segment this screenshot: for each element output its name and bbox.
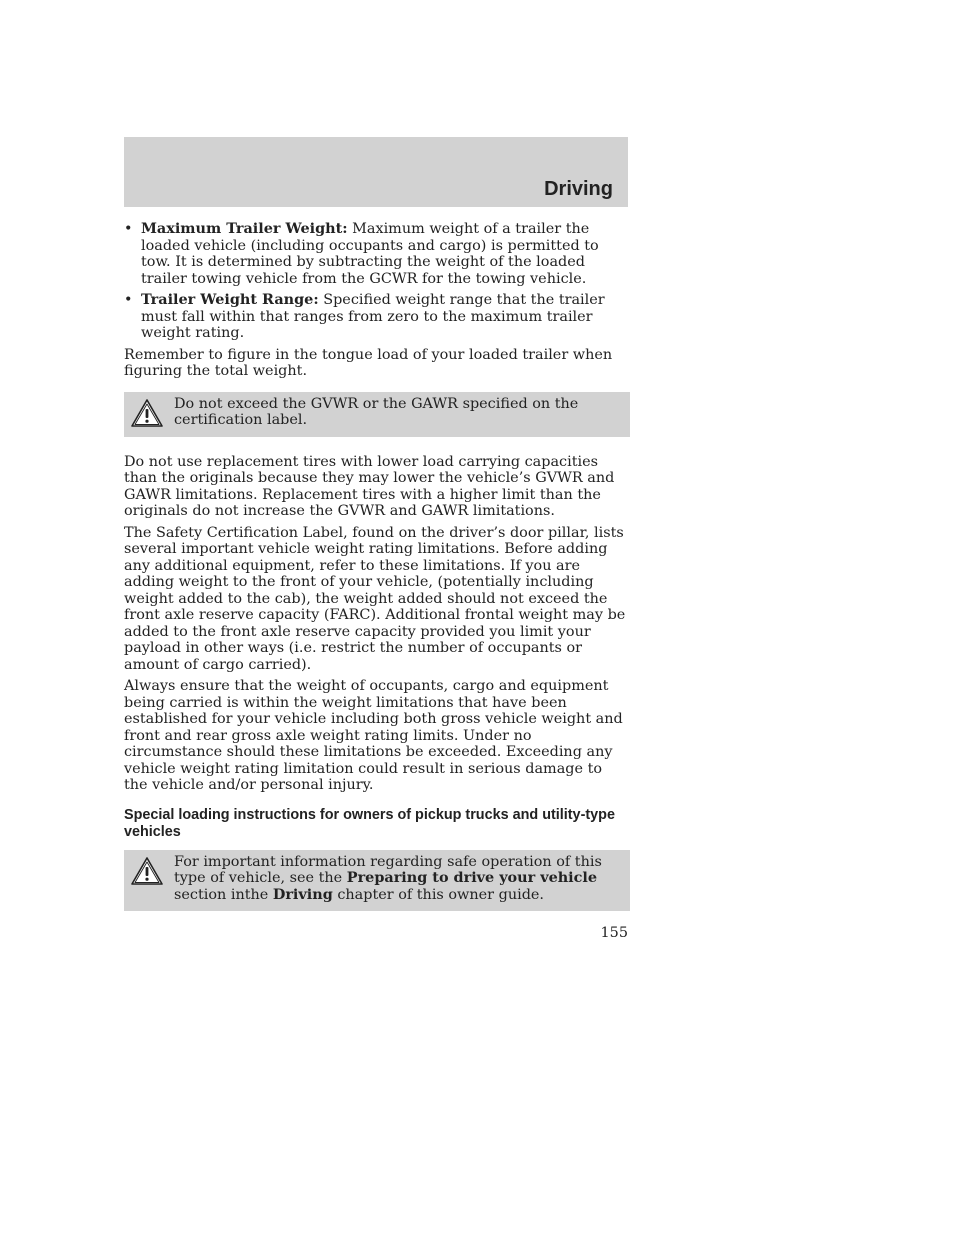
page-body xyxy=(124,221,630,911)
warning-text-part: chapter of this owner guide. xyxy=(332,886,544,903)
warning-text xyxy=(130,854,622,904)
list-item xyxy=(124,292,630,342)
definition: Specified weight range that the trailer must fall within that ranges from zero to the maximum trailer weight rating. xyxy=(141,292,605,341)
paragraph: Always ensure that the weight of occupants, cargo and equipment being carried is within the weight limitations that have been established for your vehicle including both gross vehicle weight and front and rear gross axle weight rating limits. Under no circumstance should these limitations be exceeded. Exceeding any vehicle weight rating limitation could result in serious damage to the vehicle and/or personal injury. xyxy=(124,678,623,793)
warning-text: Do not exceed the GVWR or the GAWR specified on the certification label. xyxy=(174,395,579,428)
paragraph: The Safety Certification Label, found on the driver’s door pillar, lists several important vehicle weight rating limitations. Before adding any additional equipment, refer to these limitations. If you are adding weight to the front of your vehicle, (potentially including weight added to the cab), the weight added should not exceed the front axle reserve capacity (FARC). Additional frontal weight may be added to the front axle reserve capacity provided you limit your payload in other ways (i.e. restrict the number of occupants or amount of cargo carried). xyxy=(124,524,626,673)
warning-box xyxy=(124,850,630,912)
definition: Maximum weight of a trailer the loaded vehicle (including occupants and cargo) is permitted to tow. It is determined by subtracting the weight of the loaded trailer towing vehicle from the GCWR for the towing vehicle. xyxy=(141,221,599,287)
warning-triangle-icon xyxy=(130,856,166,890)
warning-text-part: section inthe xyxy=(174,886,273,903)
paragraph: Do not use replacement tires with lower load carrying capacities than the originals because they may lower the vehicle’s GVWR and GAWR limitations. Replacement tires with a higher limit than the originals do not increase the GVWR and GAWR limitations. xyxy=(124,453,615,519)
section-header xyxy=(124,137,628,207)
bullet-icon: • xyxy=(124,292,133,308)
cross-reference: Preparing to drive your vehicle xyxy=(346,869,598,886)
warning-text-part: For important information regarding safe operation of this type of vehicle, see the xyxy=(174,853,602,886)
page-number: 155 xyxy=(600,925,628,941)
bullet-icon: • xyxy=(124,221,133,237)
definition-list xyxy=(124,221,630,342)
warning-triangle-icon xyxy=(130,398,166,432)
list-item xyxy=(124,221,630,287)
chapter-reference: Driving xyxy=(272,885,333,903)
term: Trailer Weight Range: xyxy=(141,291,319,308)
term: Maximum Trailer Weight: xyxy=(141,220,348,237)
warning-box xyxy=(124,392,630,437)
paragraph: Remember to figure in the tongue load of your loaded trailer when figuring the total weight. xyxy=(124,346,613,379)
section-title: Driving xyxy=(544,178,613,200)
section-subheading: Special loading instructions for owners of pickup trucks and utility-type vehicles xyxy=(124,806,615,840)
